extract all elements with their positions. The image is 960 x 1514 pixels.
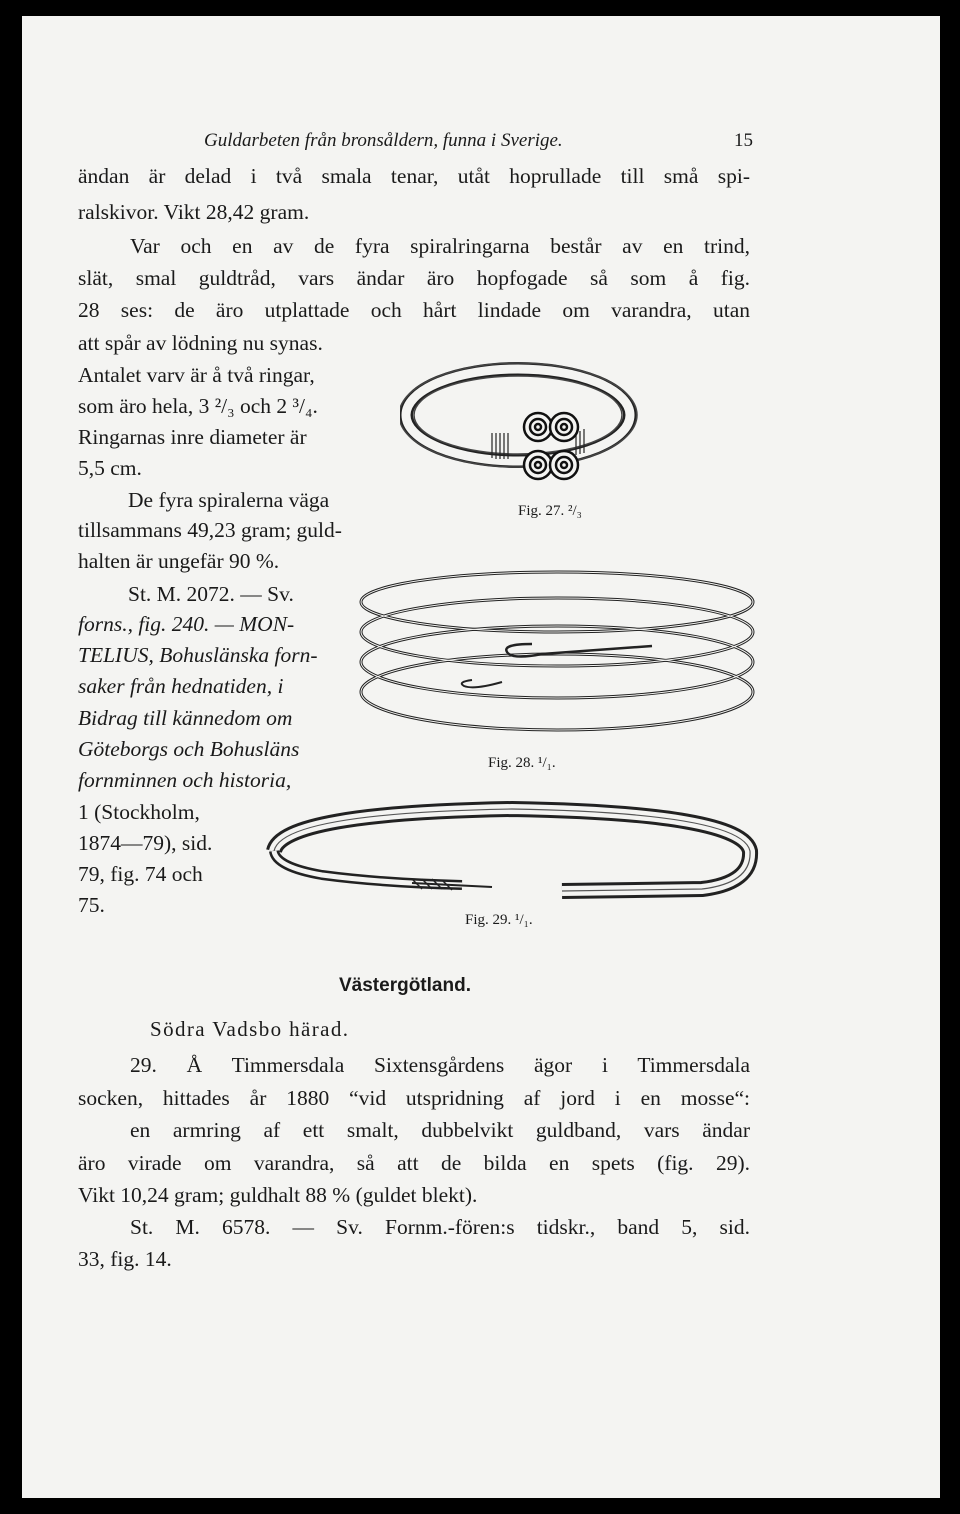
text-line: Ringarnas inre diameter är: [78, 425, 307, 449]
fig27-caption: Fig. 27. ²/₃: [518, 503, 582, 519]
text-line: äro virade om varandra, så att de bilda en spets (fig. 29).: [78, 1151, 750, 1175]
text-line: att spår av lödning nu synas.: [78, 331, 323, 355]
province-heading: Västergötland.: [339, 975, 471, 996]
text-line: saker från hednatiden, i: [78, 674, 284, 698]
text-line: 33, fig. 14.: [78, 1247, 172, 1271]
text-line: De fyra spiralerna väga: [128, 488, 330, 512]
text-line: 75.: [78, 893, 105, 917]
text-line: forns., fig. 240. — MON-: [78, 612, 295, 636]
page-number: 15: [734, 130, 753, 151]
text-line: Bidrag till kännedom om: [78, 706, 293, 730]
text-line: tillsammans 49,23 gram; guld-: [78, 518, 342, 542]
text-line: Antalet varv är å två ringar,: [78, 363, 315, 387]
fig29-caption: Fig. 29. ¹/₁.: [465, 912, 533, 928]
text-line: St. M. 2072. — Sv.: [128, 582, 294, 606]
text-line: ralskivor. Vikt 28,42 gram.: [78, 200, 310, 224]
text-line: 5,5 cm.: [78, 456, 142, 480]
text-line: 79, fig. 74 och: [78, 862, 203, 886]
fig28-spiral-illustration: [352, 562, 762, 752]
running-title: Guldarbeten från bronsåldern, funna i Sverige.: [204, 130, 563, 151]
text-line: 1 (Stockholm,: [78, 800, 200, 824]
text-line: 28 ses: de äro utplattade och hårt lindade om varandra, utan: [78, 298, 750, 322]
text-line: fornminnen och historia,: [78, 768, 292, 792]
text-line: som äro hela, 3 ²/₃ och 2 ³/₄.: [78, 394, 318, 418]
text-line: Var och en av de fyra spiralringarna består av en trind,: [130, 234, 750, 258]
text-line: St. M. 6578. — Sv. Fornm.-fören:s tidskr., band 5, sid.: [130, 1215, 750, 1239]
fig27-ring-illustration: [400, 355, 650, 495]
fig29-band-ring-illustration: [262, 795, 762, 915]
text-line: socken, hittades år 1880 “vid utspridning af jord i en mosse“:: [78, 1086, 750, 1110]
text-line: 1874—79), sid.: [78, 831, 213, 855]
text-line: slät, smal guldtråd, vars ändar äro hopfogade så som å fig.: [78, 266, 750, 290]
text-line: TELIUS, Bohuslänska forn-: [78, 643, 318, 667]
text-line: en armring af ett smalt, dubbelvikt guldband, vars ändar: [130, 1118, 750, 1142]
fig28-caption: Fig. 28. ¹/₁.: [488, 755, 556, 771]
text-line: halten är ungefär 90 %.: [78, 549, 280, 573]
district-heading: Södra Vadsbo härad.: [150, 1017, 350, 1041]
text-line: Göteborgs och Bohusläns: [78, 737, 300, 761]
text-line: 29. Å Timmersdala Sixtensgårdens ägor i Timmersdala: [130, 1053, 750, 1077]
text-line: ändan är delad i två smala tenar, utåt hoprullade till små spi-: [78, 164, 750, 188]
text-line: Vikt 10,24 gram; guldhalt 88 % (guldet blekt).: [78, 1183, 478, 1207]
